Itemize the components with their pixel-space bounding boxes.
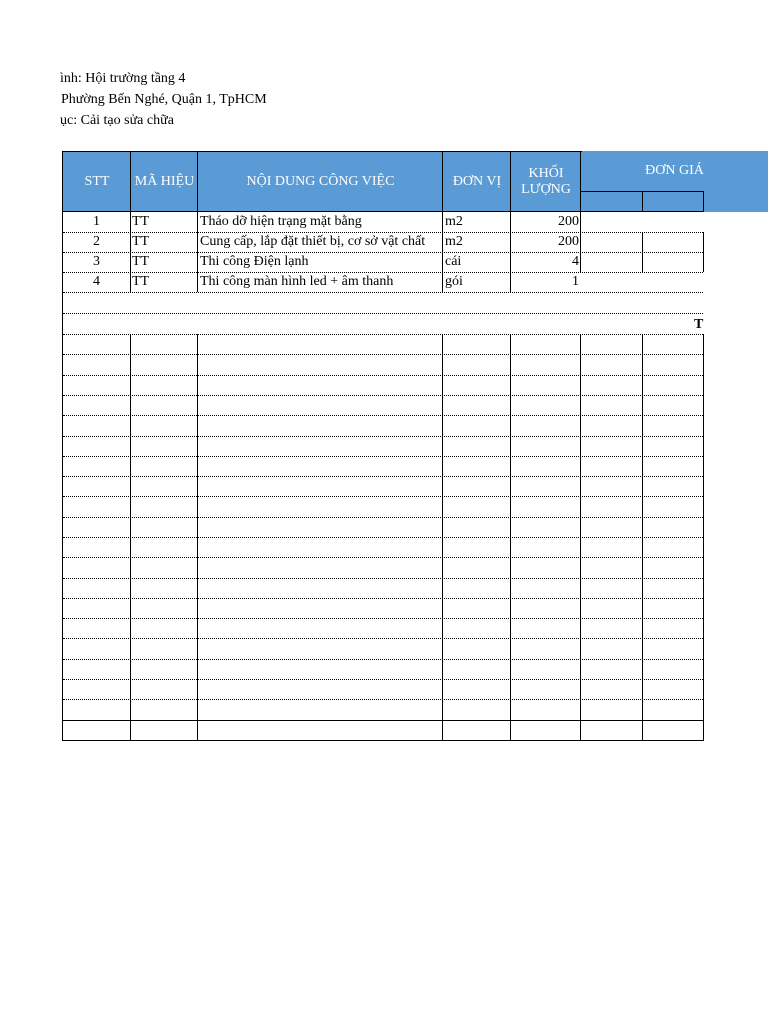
cell-stt: 4 xyxy=(93,274,100,289)
row-divider xyxy=(63,334,703,335)
row-divider xyxy=(63,292,703,293)
col-header-khoi-luong-line2: LƯỢNG xyxy=(521,181,571,197)
col-header-noi-dung: NỘI DUNG CÔNG VIỆC xyxy=(246,173,395,189)
cell-khoi-luong: 200 xyxy=(558,234,579,249)
cell-noi-dung: Thi công Điện lạnh xyxy=(200,254,309,269)
grid-row-line xyxy=(63,618,703,619)
cell-don-vi: m2 xyxy=(445,234,463,249)
cell-ma-hieu: TT xyxy=(132,234,150,249)
cell-noi-dung: Cung cấp, lắp đặt thiết bị, cơ sở vật chất xyxy=(200,234,426,249)
grid-row-line xyxy=(63,496,703,497)
cell-noi-dung: Tháo dỡ hiện trạng mặt bằng xyxy=(200,214,362,229)
header-divider xyxy=(510,151,511,212)
cell-don-vi: m2 xyxy=(445,214,463,229)
project-category: ục: Cải tạo sửa chữa xyxy=(60,113,174,128)
total-label: T xyxy=(694,317,704,332)
grid-row-line xyxy=(63,659,703,660)
col-header-ma-hieu: MÃ HIỆU xyxy=(134,173,195,189)
grid-row-line xyxy=(63,679,703,680)
header-divider xyxy=(442,151,443,212)
grid-row-line xyxy=(63,578,703,579)
header-divider xyxy=(703,191,704,212)
grid-row-line xyxy=(63,436,703,437)
row-divider xyxy=(63,252,703,253)
header-divider xyxy=(642,191,643,212)
grid-row-line xyxy=(63,395,703,396)
cell-khoi-luong: 4 xyxy=(572,254,579,269)
grid-row-line xyxy=(63,375,703,376)
row-divider xyxy=(63,272,703,273)
project-name: ình: Hội trường tầng 4 xyxy=(60,71,186,86)
grid-row-line xyxy=(63,537,703,538)
col-header-don-vi: ĐƠN VỊ xyxy=(452,173,502,189)
row-divider xyxy=(63,232,703,233)
cell-ma-hieu: TT xyxy=(132,274,150,289)
cell-khoi-luong: 1 xyxy=(572,274,579,289)
grid-row-line xyxy=(63,638,703,639)
cell-ma-hieu: TT xyxy=(132,214,150,229)
grid-row-line xyxy=(63,354,703,355)
grid-row-line xyxy=(63,699,703,700)
header-divider xyxy=(197,151,198,212)
table-top-border xyxy=(62,151,582,152)
col-header-don-gia: ĐƠN GIÁ xyxy=(645,163,704,178)
table-bottom-border xyxy=(62,740,704,741)
cell-don-vi: cái xyxy=(445,254,462,269)
grid-row-line xyxy=(63,517,703,518)
project-address: Phường Bến Nghé, Quận 1, TpHCM xyxy=(61,92,267,107)
header-divider xyxy=(130,151,131,212)
col-divider xyxy=(703,232,704,272)
cell-khoi-luong: 200 xyxy=(558,214,579,229)
cell-ma-hieu: TT xyxy=(132,254,150,269)
col-divider xyxy=(580,212,581,272)
cell-stt: 3 xyxy=(93,254,100,269)
header-divider xyxy=(580,151,581,212)
col-header-khoi-luong-line1: KHỐI xyxy=(528,165,564,181)
table-header-bottom xyxy=(62,211,704,212)
cell-noi-dung: Thi công màn hình led + âm thanh xyxy=(200,274,394,289)
grid-row-line xyxy=(63,557,703,558)
grid-row-line xyxy=(63,456,703,457)
cell-stt: 1 xyxy=(93,214,100,229)
grid-solid-line xyxy=(62,720,704,721)
col-header-stt: STT xyxy=(84,173,110,189)
col-header-khoi-luong xyxy=(511,151,581,212)
cell-stt: 2 xyxy=(93,234,100,249)
grid-col-line xyxy=(703,334,704,741)
row-divider xyxy=(63,313,703,314)
grid-row-line xyxy=(63,476,703,477)
cell-don-vi: gói xyxy=(445,274,463,289)
grid-row-line xyxy=(63,598,703,599)
grid-row-line xyxy=(63,415,703,416)
